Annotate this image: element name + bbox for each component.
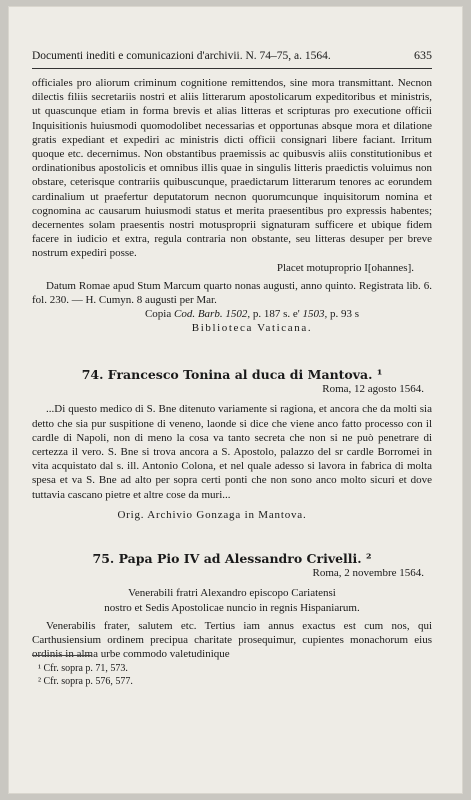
doc73-paragraph: officiales pro aliorum criminum cognitione remittendos, sine mora transmittant. Necnon dilectis filiis secretariis nostri et aliis litterarum apostolicarum expeditoribus et ministris, ut quascunque etiam in forma brevis et alias litteras et scripturas pro executione officii Inquisitionis huiusmodi quomodolibet necessarias et opportunas absque mora et dilatione gratis expediant et expediri ac ministris dicti officii consignari libere faciant. Irritum quoque etc. decernimus. Non obstantibus praemissis ac quibusvis aliis constitutionibus et ordinationibus apostolicis et omnibus illis quae in singulis litteris praedictis voluimus non obstare, ceterisque contrariis quibuscunque, praedictarum litterarum tenores ac eorundem cardinalium ut praefertur deputatorum necnon quorumcunque inquisitorum nomina et cognomina ac causarum huiusmodi status et merita praesentibus pro expressis habentes; decernentes solam praesentis nostri motusproprii signaturam sufficere et ubique fidem facere in iudicio et extra, regula contraria non obstante, seu litteras desuper per breve nostrum expediri posse.: [32, 77, 432, 260]
running-header: [32, 48, 432, 69]
footnote-1: ¹ Cfr. sopra p. 71, 573.: [38, 663, 128, 674]
header-title: Documenti inediti e comunicazioni d'archivii. N. 74–75, a. 1564.: [32, 50, 331, 62]
doc74-source: Orig. Archivio Gonzaga in Mantova.: [117, 508, 307, 521]
doc75-address-line2: nostro et Sedis Apostolicae nuncio in regnis Hispaniarum.: [104, 601, 360, 614]
doc74-dateline: Roma, 12 agosto 1564.: [322, 383, 424, 396]
document-73-continuation: [32, 76, 432, 336]
document-74: [32, 368, 432, 522]
doc73-datum: Datum Romae apud Stum Marcum quarto nonas augusti, anno quinto. Registrata lib. 6. fol. 230. — H. Cumyn. 8 augusti per Mar.: [32, 279, 432, 307]
doc73-placet: Placet motuproprio I[ohannes].: [276, 261, 414, 274]
doc74-paragraph: ...Di questo medico di S. Bne ditenuto variamente si ragiona, et ancora che da molti sia detto che sia pur suspitione di veneno, laonde si dice che viene anco fatto processo con il cardle di Napoli, non di meno la cosa va tanto secreta che non si ne può penetrare di certezza il vero. S. Bne si trova ancora a S. Apostolo, palazzo del sr cardle Borromei in vita acquistato dal s. ill. Antonio Colona, et nel quale adesso si lavora in fabrica di molta spesa et va S. Bne ad alto per sopra certi ponti che non sono anco molto sicuri et dove tuttavia cascano pietre et altre cose da muri...: [32, 403, 432, 501]
footnote-2: ² Cfr. sopra p. 576, 577.: [38, 676, 133, 687]
document-75: [32, 552, 432, 661]
doc73-copia: Copia Cod. Barb. 1502, p. 187 s. e' 1503, p. 93 s: [144, 308, 360, 321]
page-number: 635: [414, 48, 432, 62]
doc73-archive: Biblioteca Vaticana.: [191, 322, 313, 335]
doc75-heading: 75. Papa Pio IV ad Alessandro Crivelli. ²: [92, 551, 372, 566]
doc75-paragraph: Venerabilis frater, salutem etc. Tertius iam annus exactus est cum nos, qui Carthusiensium ordinem precipua charitate prosequimur, cupientes monachorum eius ordinis in alma urbe commodo valetudinique: [32, 619, 432, 661]
footnote-rule: [32, 655, 92, 656]
footnotes: [38, 662, 438, 688]
doc74-heading: 74. Francesco Tonina al duca di Mantova. ¹: [81, 367, 383, 382]
doc75-dateline: Roma, 2 novembre 1564.: [312, 567, 424, 580]
doc75-address-line1: Venerabili fratri Alexandro episcopo Cariatensi: [128, 587, 336, 600]
